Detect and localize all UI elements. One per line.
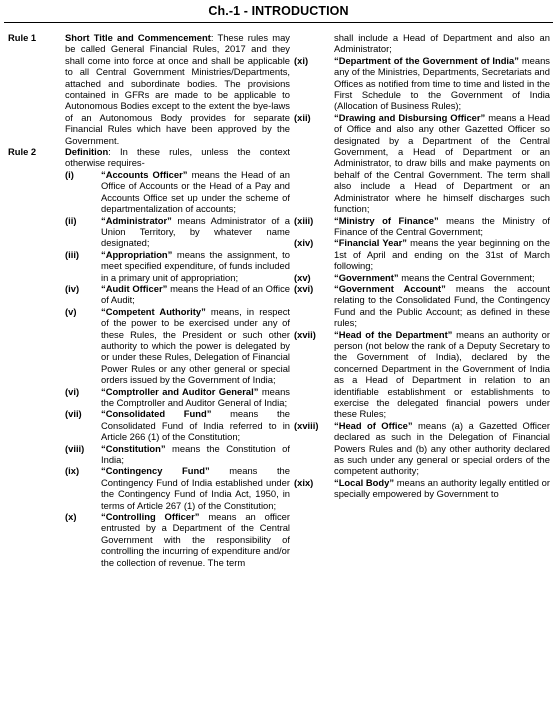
item-body [101,443,290,466]
definition-item [294,272,550,283]
item-number: (i) [65,168,74,180]
item-body [101,283,290,306]
definition-item [294,420,550,477]
defined-term: “Controlling Officer” [101,511,200,523]
item-number: (iv) [65,282,80,294]
continued-text: shall include a Head of Department and also an Administrator; [334,32,550,55]
defined-term: “Department of the Government of India” [334,54,519,66]
item-number: (xiii) [294,214,314,226]
definition-item [65,511,290,568]
item-body [334,112,550,215]
rule-text: : These rules may be called General Financial Rules, 2017 and they shall come into force at once and shall be applicable to all Central Government Ministries/Departments, attached and subordinate bodies. The provisions contained in GFRs are made to be applicable to Autonomous Bodies except to the extent the bye-laws of an Autonomous Body provides for separate Financial Rules which have been approved by the Government. [65,32,290,146]
item-body [101,386,290,409]
defined-term: “Local Body” [334,476,395,488]
definition-text: means a Head of Office and also any other Gazetted Officer so designated by a Department of the Central Government, a Head of Department or an Administrator, to draw bills and make payments on behalf of the Central Government. The term shall also include a Head of Department or an Administrator where he himself discharges such function; [334,111,550,215]
definition-text: means the year beginning on the 1st of April and ending on the 31st of March following; [334,237,550,272]
definition-item [65,283,290,306]
definition-text: means an officer entrusted by a Department of the Central Government with the responsibility of controlling the incurring of expenditure and/or the collection of revenue. The term [101,511,290,568]
item-number: (ix) [65,465,80,477]
definition-text: means the Contingency Fund of India established under the Contingency Fund of India Act, 1950, in terms of Article 267 (1) of the Constitution; [101,465,290,511]
defined-term: “Audit Officer” [101,282,168,294]
item-body [334,329,550,420]
item-body [334,477,550,500]
definition-item [294,112,550,215]
definition-item [294,215,550,238]
definition-item [294,477,550,500]
definition-text: means (a) a Gazetted Officer declared as such in the Delegation of Financial Powers Rules and (b) any other authority declared as such under any general or special orders of the competent authority; [334,419,550,477]
defined-term: “Government Account” [334,282,446,294]
defined-term: “Comptroller and Auditor General” [101,385,259,397]
rule-label: Rule 1 [8,32,37,43]
item-body [334,215,550,238]
definition-item [65,306,290,386]
definition-item [65,249,290,283]
definition-item [65,169,290,215]
item-body [101,249,290,283]
item-number: (viii) [65,442,85,454]
title-divider [4,22,553,23]
definition-text: means the Head of an Office of Accounts or the Head of a Pay and Accounts Office set up under the scheme of departmentalization of accounts; [101,168,290,215]
item-number: (xi) [294,54,309,66]
defined-term: “Head of Office” [334,419,413,431]
rule-label: Rule 2 [8,146,37,158]
item-number: (ii) [65,214,77,226]
rule-heading: Definition [65,146,109,158]
definition-item [294,237,550,271]
item-number: (vi) [65,385,80,397]
item-number: (xvi) [294,282,314,294]
definition-text: means the Constitution of India; [101,442,290,466]
definition-text: means the Comptroller and Auditor General of India; [101,385,290,408]
definition-list [65,169,290,568]
definition-text: means the Consolidated Fund of India referred to in Article 266 (1) of the Constitution; [101,408,291,443]
item-body [101,215,290,249]
defined-term: “Financial Year” [334,237,407,249]
item-number: (v) [65,305,77,317]
item-number: (x) [65,511,77,523]
item-body [101,306,290,386]
defined-term: “Competent Authority” [101,305,206,317]
defined-term: “Accounts Officer” [101,168,188,180]
defined-term: “Administrator” [101,214,172,226]
defined-term: “Appropriation” [101,248,173,260]
definition-text: means the Ministry of Finance of the Central Government; [334,214,550,237]
rule-heading: Short Title and Commencement [65,32,211,43]
rule-body [65,146,290,568]
definition-item [65,215,290,249]
item-body [101,465,290,511]
item-number: (iii) [65,248,80,260]
item-number: (xvii) [294,328,316,340]
item-number: (xv) [294,271,311,283]
definition-item [65,386,290,409]
left-column [8,32,290,568]
definition-text: means the account relating to the Consolidated Fund, the Contingency Fund and the Public Account; as defined in these rules; [334,282,550,329]
item-number: (xviii) [294,419,319,431]
item-body [334,272,550,283]
item-body [101,408,290,442]
definition-item [65,465,290,511]
defined-term: “Contingency Fund” [101,465,210,477]
item-body [334,420,550,477]
definition-list [294,55,550,500]
definition-text: means an authority or person (not below the rank of a Deputy Secretary to the Government of India), declared by the concerned Department in the Government of India as a Head of Department in relation to an identifiable establishment or establishments to exercise the delegated financial powers under these Rules; [334,328,550,420]
item-body [101,511,290,568]
item-body [101,169,290,215]
definition-text: means the Central Government; [398,271,535,283]
defined-term: “Ministry of Finance” [334,214,439,226]
item-number: (xix) [294,476,314,488]
definition-item [294,283,550,329]
definition-text: means the assignment, to meet specified expenditure, of funds included in a primary unit of appropriation; [101,248,290,283]
rule-1 [8,32,290,146]
definition-text: means, in respect of the power to be exercised under any of these Rules, the President or such other authority to which the power is delegated by or under these Rules, Delegation of Financial Power Rules or any other general or special orders issued by the Government of India; [101,305,290,386]
definition-text: means any of the Ministries, Departments, Secretariats and Offices as notified from time to time and listed in the First Schedule to the Government of India (Allocation of Business Rules); [334,54,550,112]
right-column [294,32,550,500]
definition-text: means an authority legally entitled or specially empowered by Government to [334,476,551,500]
defined-term: “Constitution” [101,442,166,454]
definition-item [65,443,290,466]
definition-text: means the Head of an Office of Audit; [101,282,290,306]
defined-term: “Government” [334,271,399,283]
item-body [334,55,550,112]
item-body [334,237,550,271]
definition-text: means Administrator of a Union Territory, by whatever name designated; [101,214,290,249]
item-number: (vii) [65,408,82,420]
chapter-title: Ch.-1 - INTRODUCTION [208,4,349,18]
defined-term: “Head of the Department” [334,328,453,340]
rule-2 [8,146,290,568]
definition-item [294,55,550,112]
defined-term: “Consolidated Fund” [101,408,212,420]
rule-text: : In these rules, unless the context otherwise requires- [65,146,290,169]
item-number: (xiv) [294,237,314,249]
item-body [334,283,550,329]
definition-item [294,329,550,420]
definition-item [65,408,290,442]
item-number: (xii) [294,111,311,123]
defined-term: “Drawing and Disbursing Officer” [334,111,486,123]
rule-body [65,32,290,146]
